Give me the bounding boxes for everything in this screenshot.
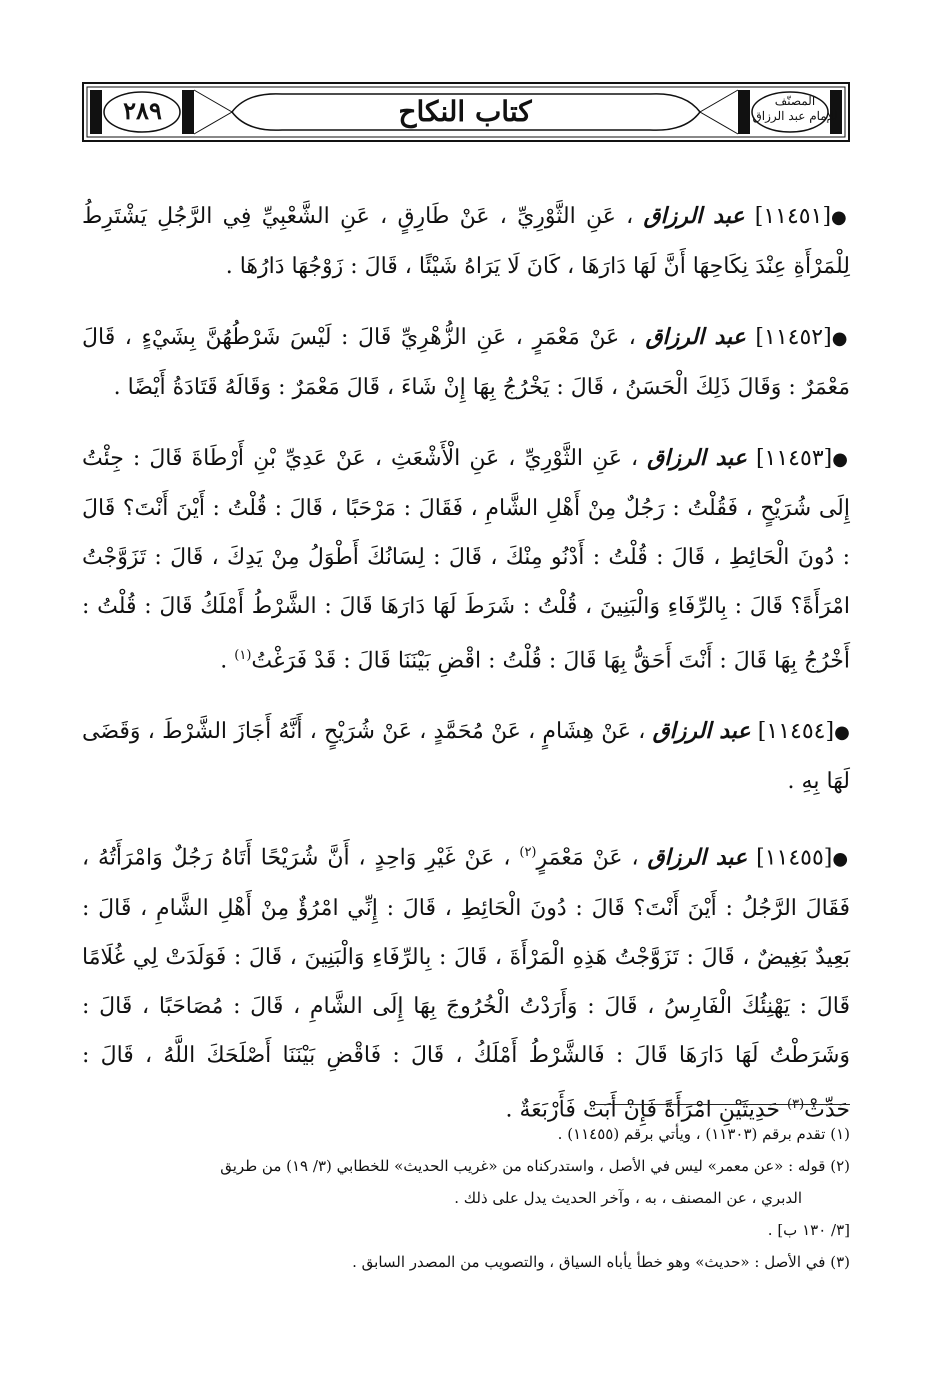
footnote-divider xyxy=(595,1104,850,1105)
narrator: عبد الرزاق xyxy=(643,203,745,229)
narrator: عبد الرزاق xyxy=(652,718,751,745)
narrator: عبد الرزاق xyxy=(647,844,748,871)
narrator: عبد الرزاق xyxy=(647,445,747,471)
hadith-11453 xyxy=(82,434,850,685)
footnote-2 xyxy=(82,1150,850,1214)
footnote-2-continuation: الدبري ، عن المصنف ، به ، وآخر الحديث يدل على ذلك . xyxy=(454,1189,802,1207)
hadith-number: [١١٤٥٤] xyxy=(757,719,835,745)
footnote-2-text: (٢) قوله : «عن معمر» ليس في الأصل ، واستدركناه من «غريب الحديث» للخطابي (٣/ ١٩) من طريق xyxy=(220,1157,850,1175)
bullet-icon: ● xyxy=(834,722,851,744)
hadith-tail-2: حَدِيثَيْنِ امْرَأَةً فَإِنْ أَبَتْ فَأَرْبَعَةٌ . xyxy=(505,1096,780,1122)
hadith-tail: ، عَنْ غَيْرِ وَاحِدٍ ، أَنَّ شُرَيْحًا أَتَاهُ رَجُلٌ وَامْرَأَتُهُ ، فَقَالَ الرَّجُلُ : أَيْنَ أَنْتَ؟ قَالَ : دُونَ الْحَائِطِ ، قَالَ : إِنِّي امْرُؤٌ مِنْ أَهْلِ الشَّامِ ، قَالَ : بَعِيدٌ بَغِيضٌ ، قَالَ : تَزَوَّجْتُ هَذِهِ الْمَرْأَةَ ، قَالَ : بِالرِّفَاءِ وَالْبَنِينَ ، قَالَ : فَوَلَدَتْ لِي غُلَامًا قَالَ : يَهْنِئُكَ الْفَارِسُ ، قَالَ : وَأَرَدْتُ الْخُرُوجَ بِهَا إِلَى الشَّامِ ، قَالَ : مُصَاحَبًا ، قَالَ : وَشَرَطْتُ لَهَا دَارَهَا قَالَ : فَالشَّرْطُ أَمْلَكُ ، قَالَ : فَاقْضِ بَيْنَنَا أَصْلَحَكَ اللَّهُ ، قَالَ : حَدِّثْ xyxy=(82,845,850,1122)
hadith-text: ، عَنْ هِشَامٍ ، عَنْ مُحَمَّدٍ ، عَنْ شُرَيْحٍ ، أَنَّهُ أَجَازَ الشَّرْطَ ، وَقَضَى لَهَا بِهِ . xyxy=(82,719,850,795)
page-number: ٢٨٩ xyxy=(123,96,162,125)
hadith-number: [١١٤٥٥] xyxy=(756,845,833,871)
footnote-1: (١) تقدم برقم (١١٣٠٣) ، ويأتي برقم (١١٤٥٥) . xyxy=(557,1125,850,1143)
hadith-text: ، عَنْ مَعْمَرٍ xyxy=(536,845,639,871)
footnote-3: (٣) في الأصل : «حديث» وهو خطأ يأباه السياق ، والتصويب من المصدر السابق . xyxy=(352,1253,850,1271)
footnote-ref[interactable]: (٢) xyxy=(519,845,537,861)
bullet-icon: ● xyxy=(831,328,850,349)
footnotes xyxy=(82,1118,850,1278)
logo-line-2: للإمام عبد الرزاق xyxy=(752,109,838,123)
hadith-number: [١١٤٥٢] xyxy=(755,325,832,350)
hadith-text: ، عَنِ الثَّوْرِيِّ ، عَنْ طَارِقٍ ، عَنِ الشَّعْبِيِّ فِي الرَّجُلِ يَشْتَرِطُ لِلْمَرْأَةِ عِنْدَ نِكَاحِهَا أَنَّ لَهَا دَارَهَا ، كَانَ لَا يَرَاهُ شَيْئًا ، قَالَ : زَوْجُهَا دَارُهَا . xyxy=(82,204,850,279)
bullet-icon: ● xyxy=(831,207,851,228)
hadith-text: ، عَنْ مَعْمَرٍ ، عَنِ الزُّهْرِيِّ قَالَ : لَيْسَ شَرْطُهُنَّ بِشَيْءٍ ، قَالَ مَعْمَرٌ : وَقَالَ ذَلِكَ الْحَسَنُ ، قَالَ : يَخْرُجُ بِهَا إِنْ شَاءَ ، قَالَ مَعْمَرٌ : وَقَالَهُ قَتَادَةُ أَيْضًا . xyxy=(82,325,850,400)
logo-line-1: المصنّف xyxy=(774,94,816,108)
chapter-title: كتاب النكاح xyxy=(398,95,532,128)
hadith-number: [١١٤٥١] xyxy=(754,204,832,229)
book-logo xyxy=(750,94,840,124)
narrator: عبد الرزاق xyxy=(645,324,746,350)
hadith-11454 xyxy=(82,707,850,806)
hadith-11451 xyxy=(82,192,850,291)
bullet-icon: ● xyxy=(832,449,850,470)
hadith-text: ، عَنِ الثَّوْرِيِّ ، عَنِ الْأَشْعَثِ ، عَنْ عَدِيِّ بْنِ أَرْطَاةَ قَالَ : جِئْتُ إِلَى شُرَيْحٍ ، فَقُلْتُ : رَجُلٌ مِنْ أَهْلِ الشَّامِ ، فَقَالَ : مَرْحَبًا ، قَالَ : قُلْتُ : أَيْنَ أَنْتَ؟ قَالَ : دُونَ الْحَائِطِ ، قَالَ : قُلْتُ : أَدْنُو مِنْكَ ، قَالَ : لِسَانُكَ أَطْوَلُ مِنْ يَدِكَ ، قَالَ : تَزَوَّجْتُ امْرَأَةً؟ قَالَ : بِالرِّفَاءِ وَالْبَنِينَ ، قُلْتُ : شَرَطَ لَهَا دَارَهَا قَالَ : الشَّرْطُ أَمْلَكُ قَالَ : قُلْتُ : أَخْرُجُ بِهَا قَالَ : أَنْتَ أَحَقُّ بِهَا قَالَ : قُلْتُ : اقْضِ بَيْنَنَا قَالَ : قَدْ فَرَغْتُ xyxy=(82,446,850,674)
footnote-ref[interactable]: (٣) xyxy=(787,1096,805,1112)
hadith-number: [١١٤٥٣] xyxy=(755,446,833,471)
hadith-11452 xyxy=(82,313,850,412)
hadith-11455 xyxy=(82,828,850,1134)
hadith-list xyxy=(82,170,850,1149)
footnote-ref[interactable]: (١) xyxy=(234,648,252,663)
hadith-tail: . xyxy=(220,648,228,674)
footnote-folio: [٣/ ١٣٠ ب] . xyxy=(767,1221,850,1239)
bullet-icon: ● xyxy=(832,848,851,870)
